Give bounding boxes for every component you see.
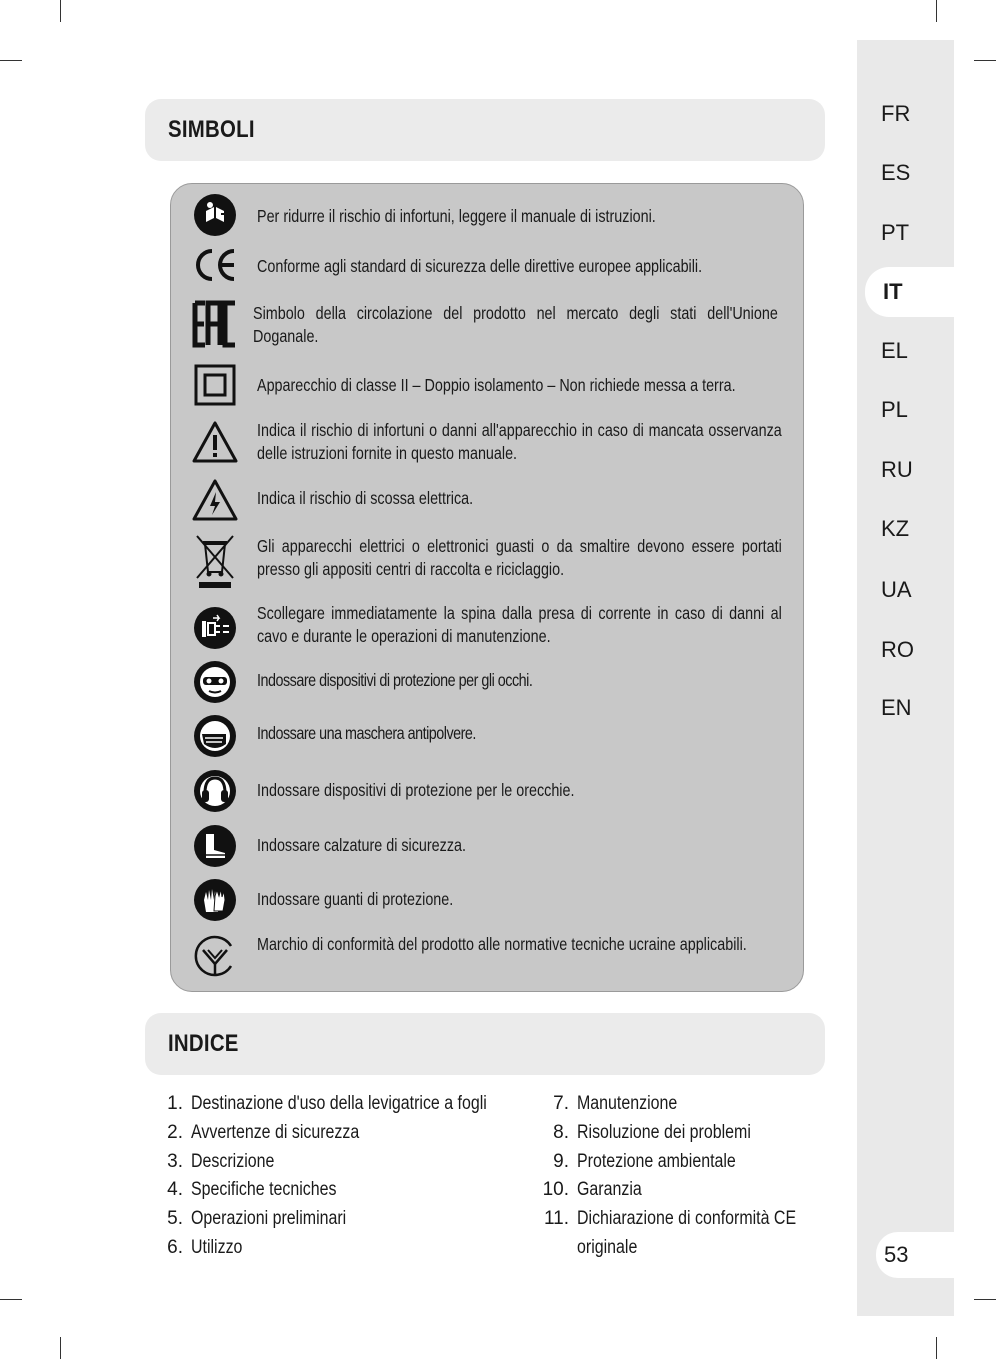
index-label: Protezione ambientale — [577, 1150, 736, 1172]
page-number: 53 — [876, 1232, 954, 1278]
lang-tab-ua[interactable]: UA — [881, 577, 912, 602]
index-label: Destinazione d'uso della levigatrice a fogli — [191, 1093, 487, 1114]
index-number: 11. — [543, 1208, 569, 1230]
symbol-text: Indossare una maschera antipolvere. — [257, 723, 476, 743]
lang-tab-ro[interactable]: RO — [881, 637, 914, 662]
symbol-text: Indossare calzature di sicurezza. — [257, 835, 466, 855]
crop-mark — [0, 60, 22, 61]
dust-mask-icon — [191, 712, 239, 760]
index-label: Avvertenze di sicurezza — [191, 1121, 360, 1143]
warning-icon — [191, 418, 239, 466]
lang-tab-it[interactable]: IT — [865, 267, 954, 317]
unplug-icon — [191, 604, 239, 652]
index-item — [167, 1234, 543, 1263]
index-item — [542, 1176, 838, 1205]
eac-mark-icon — [191, 300, 239, 348]
symbol-text: Conforme agli standard di sicurezza delle direttive europee applicabili. — [257, 256, 703, 276]
index-item — [553, 1148, 838, 1177]
index-item — [167, 1119, 543, 1148]
lang-tab-kz[interactable]: KZ — [881, 516, 910, 541]
index-label: Operazioni preliminari — [191, 1208, 347, 1230]
crop-mark — [0, 1299, 22, 1300]
lang-tab-en[interactable]: EN — [881, 695, 912, 720]
crop-mark — [60, 1337, 61, 1359]
symbol-text: Indossare guanti di protezione. — [257, 889, 454, 909]
symbols-title: SIMBOLI — [168, 116, 255, 143]
eye-protection-icon — [191, 658, 239, 706]
crop-mark — [936, 0, 937, 22]
symbol-text: Indossare dispositivi di protezione per le orecchie. — [257, 780, 575, 800]
index-item — [553, 1090, 838, 1119]
symbol-text: Indica il rischio di scossa elettrica. — [257, 488, 474, 508]
index-label: Manutenzione — [577, 1093, 678, 1114]
index-label: Dichiarazione di conformità CE — [577, 1208, 797, 1230]
index-label: Garanzia — [577, 1179, 642, 1201]
index-item — [553, 1119, 838, 1148]
index-title: INDICE — [168, 1030, 239, 1057]
symbol-text: Scollegare immediatamente la spina dalla presa di corrente in caso di danni al cavo e durante le operazioni di manutenzione. — [257, 603, 782, 646]
index-item — [543, 1205, 838, 1234]
crop-mark — [60, 0, 61, 22]
index-label: Utilizzo — [191, 1236, 243, 1258]
symbol-text: Gli apparecchi elettrici o elettronici guasti o da smaltire devono essere portati presso gli appositi centri di raccolta e riciclaggio. — [257, 536, 782, 579]
lang-tab-pt[interactable]: PT — [881, 220, 910, 245]
crop-mark — [974, 60, 996, 61]
index-number: 9. — [553, 1150, 569, 1172]
lang-tab-fr[interactable]: FR — [881, 101, 911, 126]
ce-mark-icon — [191, 241, 239, 289]
read-manual-icon — [191, 191, 239, 239]
class-ii-icon — [191, 361, 239, 409]
lang-tab-pl[interactable]: PL — [881, 397, 908, 422]
index-item — [577, 1234, 838, 1263]
symbol-text: Per ridurre il rischio di infortuni, leggere il manuale di istruzioni. — [257, 206, 656, 226]
index-item — [167, 1176, 543, 1205]
gloves-icon — [191, 876, 239, 924]
index-label: Specifiche tecniches — [191, 1179, 337, 1201]
index-number: 10. — [542, 1179, 569, 1201]
lang-tab-ru[interactable]: RU — [881, 457, 913, 482]
index-item — [167, 1205, 543, 1234]
ua-conformity-icon — [191, 932, 239, 980]
safety-boots-icon — [191, 822, 239, 870]
index-number: 6. — [167, 1236, 183, 1258]
crop-mark — [936, 1337, 937, 1359]
electric-shock-icon — [191, 476, 239, 524]
lang-tab-es[interactable]: ES — [881, 160, 911, 185]
index-number: 5. — [167, 1208, 183, 1230]
index-number: 8. — [553, 1121, 569, 1143]
symbol-text: Apparecchio di classe II – Doppio isolamento – Non richiede messa a terra. — [257, 375, 736, 395]
lang-tab-el[interactable]: EL — [881, 338, 908, 363]
index-number: 2. — [167, 1121, 183, 1143]
index-item — [167, 1090, 543, 1119]
weee-bin-icon — [191, 534, 239, 590]
symbols-header — [145, 99, 825, 161]
symbol-text: Indica il rischio di infortuni o danni all'apparecchio in caso di mancata osservanza delle istruzioni fornite in questo manuale. — [257, 420, 782, 463]
language-sidebar — [857, 40, 954, 1316]
symbol-text: Simbolo della circolazione del prodotto nel mercato degli stati dell'Unione Doganale. — [253, 303, 778, 346]
index-number: 3. — [167, 1150, 183, 1172]
index-header — [145, 1013, 825, 1075]
index-number: 1. — [167, 1093, 183, 1114]
index-list-right — [542, 1090, 838, 1263]
index-number: 7. — [553, 1093, 569, 1114]
index-label: originale — [577, 1236, 638, 1258]
crop-mark — [974, 1299, 996, 1300]
index-label: Risoluzione dei problemi — [577, 1121, 751, 1143]
index-number: 4. — [167, 1179, 183, 1201]
symbol-text: Marchio di conformità del prodotto alle normative tecniche ucraine applicabili. — [257, 934, 747, 954]
symbol-text: Indossare dispositivi di protezione per gli occhi. — [257, 670, 533, 690]
index-list-left — [167, 1090, 543, 1263]
symbols-panel — [170, 183, 804, 992]
index-label: Descrizione — [191, 1150, 275, 1172]
index-item — [167, 1148, 543, 1177]
ear-protection-icon — [191, 767, 239, 815]
